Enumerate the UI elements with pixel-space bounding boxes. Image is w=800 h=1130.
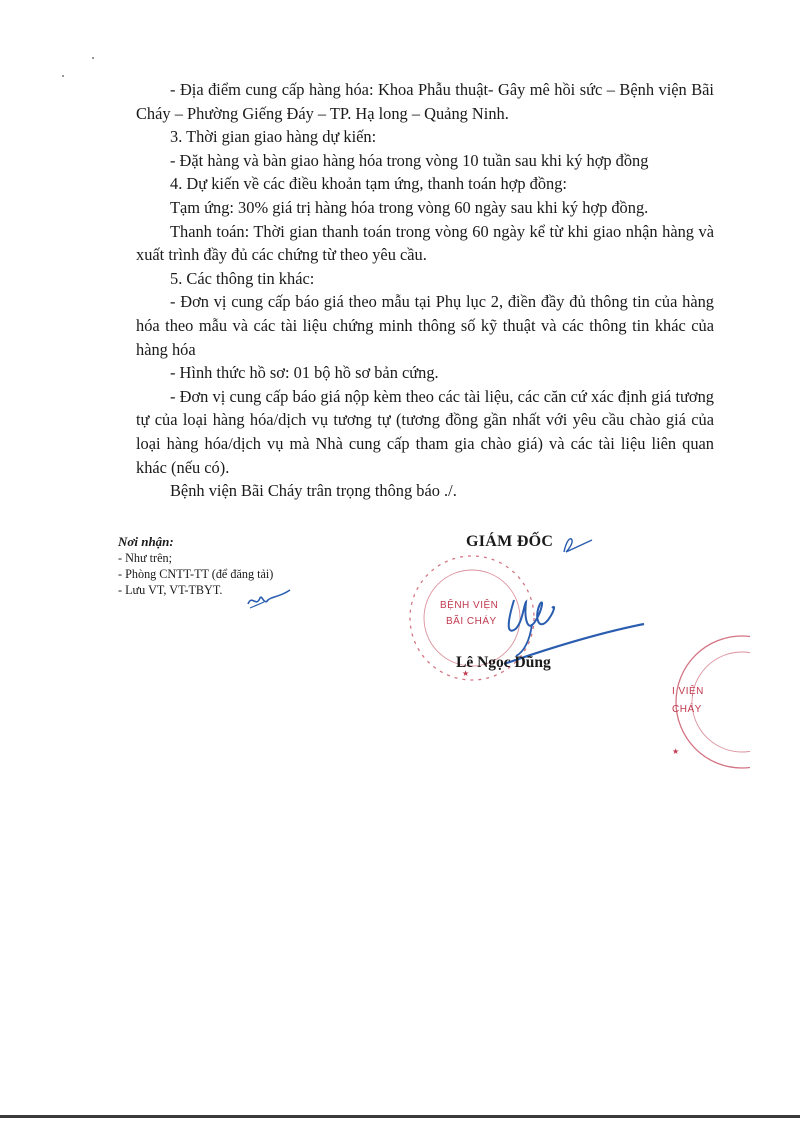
paragraph-advance-payment: Tạm ứng: 30% giá trị hàng hóa trong vòng 60 ngày sau khi ký hợp đồng. <box>170 197 649 217</box>
initials-mark <box>244 588 294 612</box>
recipient-item: - Lưu VT, VT-TBYT. <box>118 583 223 597</box>
section-4-heading: 4. Dự kiến về các điều khoản tạm ứng, thanh toán hợp đồng: <box>170 174 567 194</box>
paragraph-closing: Bệnh viện Bãi Cháy trân trọng thông báo ./. <box>170 481 457 501</box>
title-flourish <box>560 532 600 556</box>
paragraph-dossier-form: - Hình thức hồ sơ: 01 bộ hồ sơ bản cứng. <box>170 363 439 383</box>
paragraph-attachments: - Đơn vị cung cấp báo giá nộp kèm theo các tài liệu, các căn cứ xác định giá tương tự của loại hàng hóa/dịch vụ tương tự (tương đồng gần nhất với yêu cầu chào giá của loại hàng hóa/dịch vụ mà Nhà cung cấp tham gia chào giá) và các tài liệu liên quan khác (nếu có). <box>136 386 714 477</box>
recipients-heading: Nơi nhận: <box>118 534 174 549</box>
signer-name: Lê Ngọc Dũng <box>456 654 551 671</box>
section-5-heading: 5. Các thông tin khác: <box>170 268 315 288</box>
paragraph-payment: Thanh toán: Thời gian thanh toán trong vòng 60 ngày kể từ khi giao nhận hàng và xuất trình đầy đủ các chứng từ theo yêu cầu. <box>136 221 714 265</box>
stamp-line-1: BỆNH VIỆN <box>440 600 499 611</box>
paragraph-delivery-time: - Đặt hàng và bàn giao hàng hóa trong vòng 10 tuần sau khi ký hợp đồng <box>170 150 649 170</box>
scan-speck <box>92 57 94 59</box>
partial-stamp <box>650 632 750 772</box>
recipient-item: - Như trên; <box>118 551 172 565</box>
partial-stamp-line-2: CHÁY <box>672 704 702 715</box>
partial-stamp-line-1: I VIỆN <box>672 686 704 697</box>
signer-title: GIÁM ĐỐC <box>466 533 554 550</box>
scan-speck <box>62 75 64 77</box>
scan-edge-line <box>0 1115 800 1118</box>
svg-text:★: ★ <box>672 747 680 756</box>
paragraph-delivery-location: - Địa điểm cung cấp hàng hóa: Khoa Phẫu thuật- Gây mê hồi sức – Bệnh viện Bãi Cháy – Phường Giếng Đáy – TP. Hạ long – Quảng Ninh. <box>136 80 714 123</box>
paragraph-quote-form: - Đơn vị cung cấp báo giá theo mẫu tại Phụ lục 2, điền đầy đủ thông tin của hàng hóa theo mẫu và các tài liệu chứng minh thông số kỹ thuật và các thông tin khác của hàng hóa <box>136 292 714 359</box>
section-3-heading: 3. Thời gian giao hàng dự kiến: <box>170 127 377 147</box>
svg-text:★: ★ <box>462 669 470 678</box>
recipient-item: - Phòng CNTT-TT (để đăng tải) <box>118 567 274 581</box>
signature-block <box>404 526 664 686</box>
stamp-line-2: BÃI CHÁY <box>446 616 497 627</box>
document-body <box>136 78 714 503</box>
